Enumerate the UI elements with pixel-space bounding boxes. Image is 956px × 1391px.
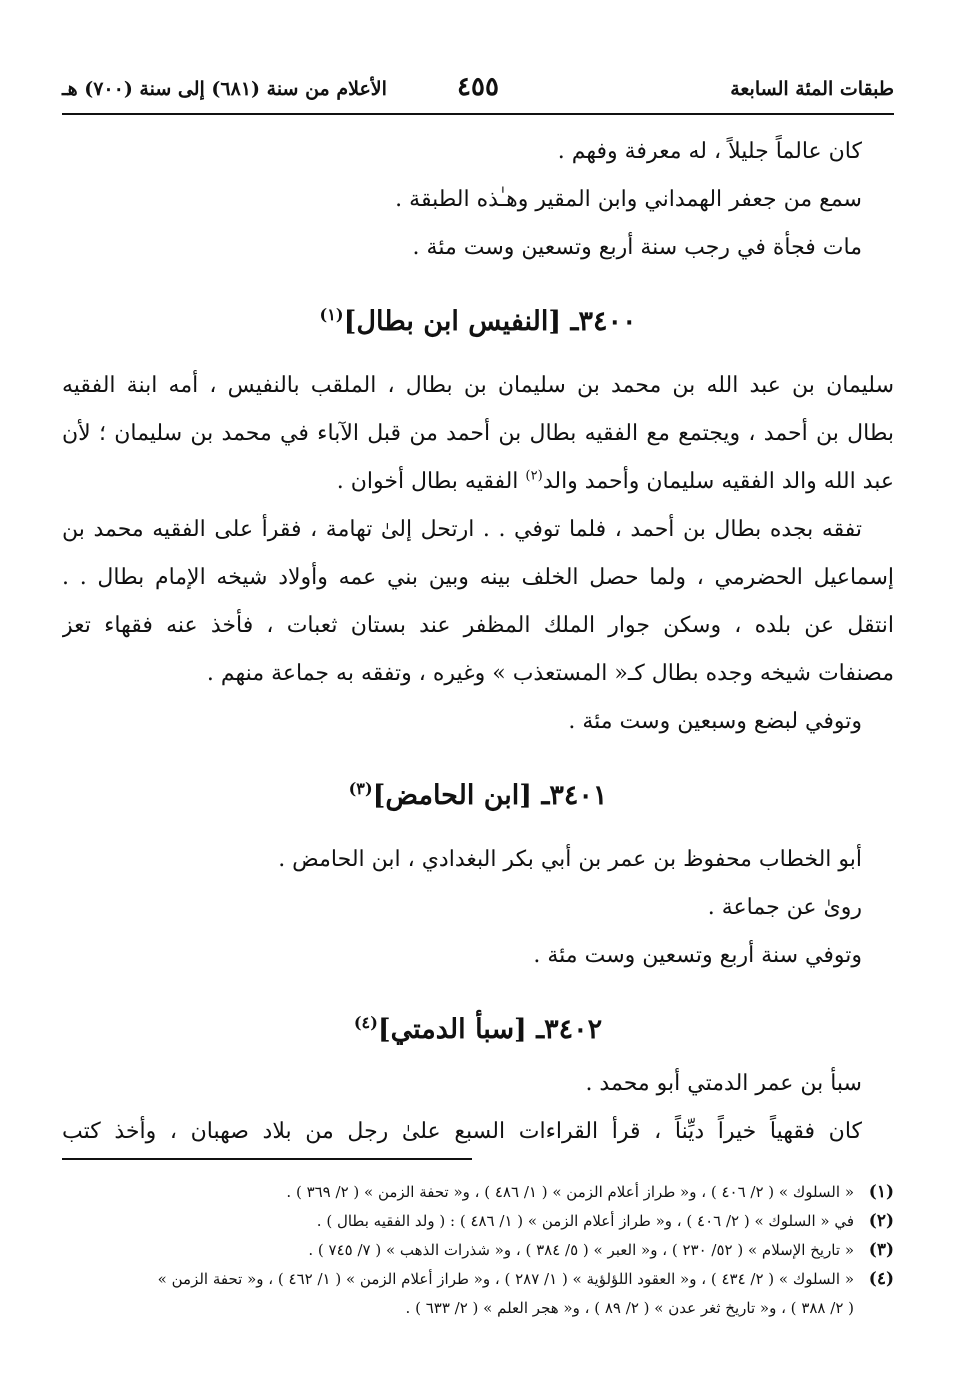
header-rule xyxy=(62,113,894,115)
heading-text: ٣٤٠٠ـ [النفيس ابن بطال] xyxy=(343,306,637,337)
footnotes xyxy=(62,1178,894,1323)
footnote-number: (٣) xyxy=(868,1240,894,1260)
text-line: انتقل عن بلده ، وسكن جوار الملك المظفر عند بستان ثعبات ، فأخذ عنه فقهاء تعز xyxy=(62,613,894,638)
text-line: تفقه بجده بطال بن أحمد ، فلما توفي . . ارتحل إلىٰ تهامة ، فقرأ على الفقيه محمد بن xyxy=(62,517,862,542)
text-line: أبو الخطاب محفوظ بن عمر بن أبي بكر البغدادي ، ابن الحامض . xyxy=(278,847,862,872)
text-line: كان فقهياً خيراً ديِّناً ، قرأ القراءات السبع علىٰ رجل من بلاد صهبان ، وأخذ كتب xyxy=(62,1119,862,1144)
footnote-continuation: ( ٢/ ٣٨٨ ) ، و« تاريخ ثغر عدن » ( ٢/ ٨٩ ) ، و« هجر العلم » ( ٢/ ٦٣٣ ) . xyxy=(405,1299,854,1317)
heading-text: ٣٤٠٢ـ [سبأ الدمتي] xyxy=(377,1014,603,1045)
footnote-ref: (٣) xyxy=(348,779,373,798)
header-section-title: طبقات المئة السابعة xyxy=(730,78,894,100)
footnote-number: (٤) xyxy=(868,1269,894,1289)
footnote-ref: (٤) xyxy=(353,1013,378,1032)
entry-heading-3402 xyxy=(62,1000,894,1060)
footnote xyxy=(62,1265,894,1294)
footnote xyxy=(62,1207,894,1236)
footnote-text: في « السلوك » ( ٢/ ٤٠٦ ) ، و« طراز أعلام الزمن » ( ١/ ٤٨٦ ) : ( ولد الفقيه بطال ) . xyxy=(316,1212,854,1230)
text-fragment: الفقيه بطال أخوان . xyxy=(336,469,526,494)
text-line: كان عالماً جليلاً ، له معرفة وفهم . xyxy=(557,139,862,164)
text-line: مصنفات شيخه وجده بطال كـ« المستعذب » وغيره ، وتفقه به جماعة منهم . xyxy=(206,661,894,686)
running-header xyxy=(62,70,894,110)
text-line: سمع من جعفر الهمداني وابن المقير وهـٰذه الطبقة . xyxy=(395,187,862,212)
entry-heading-3400 xyxy=(62,292,894,352)
text-line: سبأ بن عمر الدمتي أبو محمد . xyxy=(585,1071,862,1096)
footnote-text: « السلوك » ( ٢/ ٤٠٦ ) ، و« طراز أعلام الزمن » ( ١/ ٤٨٦ ) ، و« تحفة الزمن » ( ٢/ ٣٦٩ ) . xyxy=(286,1183,854,1201)
text-line: وتوفي لبضع وسبعين وست مئة . xyxy=(568,709,862,734)
header-range-title: الأعلام من سنة (٦٨١) إلى سنة (٧٠٠) هـ xyxy=(62,78,387,100)
footnote-text: « السلوك » ( ٢/ ٤٣٤ ) ، و« العقود اللؤلؤية » ( ١/ ٢٨٧ ) ، و« طراز أعلام الزمن » ( ١/ ٤٦٢ ) ، و« تحفة الزمن » xyxy=(157,1270,854,1288)
page-number: ٤٥٥ xyxy=(457,72,499,102)
text-line: بطال بن أحمد ، ويجتمع مع الفقيه بطال بن أحمد من قبل الآباء في محمد بن سليمان ؛ لأن xyxy=(62,421,894,446)
text-line: سليمان بن عبد الله بن محمد بن سليمان بن بطال ، الملقب بالنفيس ، أمه ابنة الفقيه xyxy=(62,373,894,398)
footnote xyxy=(62,1236,894,1265)
footnote-number: (٢) xyxy=(868,1211,894,1231)
text-line: روىٰ عن جماعة . xyxy=(707,895,862,920)
footnote-text: « تاريخ الإسلام » ( ٥٢/ ٢٣٠ ) ، و« العبر » ( ٥/ ٣٨٤ ) ، و« شذرات الذهب » ( ٧/ ٧٤٥ ) . xyxy=(308,1241,854,1259)
footnote-ref: (١) xyxy=(319,305,344,324)
footnote-number: (١) xyxy=(868,1182,894,1202)
text-line: إسماعيل الحضرمي ، ولما حصل الخلف بينه وبين بني عمه وأولاد شيخه الإمام بطال . . xyxy=(62,565,894,590)
footnote-rule xyxy=(62,1158,472,1160)
text-line: مات فجأة في رجب سنة أربع وتسعين وست مئة . xyxy=(412,235,862,260)
footnote xyxy=(62,1178,894,1207)
entry-heading-3401 xyxy=(62,766,894,826)
heading-text: ٣٤٠١ـ [ابن الحامض] xyxy=(372,780,608,811)
text-fragment: عبد الله والد الفقيه سليمان وأحمد والد xyxy=(542,469,894,494)
text-line: وتوفي سنة أربع وتسعين وست مئة . xyxy=(533,943,862,968)
footnote-ref: (٢) xyxy=(525,468,543,484)
main-text xyxy=(62,128,894,1156)
text-line xyxy=(62,458,894,506)
